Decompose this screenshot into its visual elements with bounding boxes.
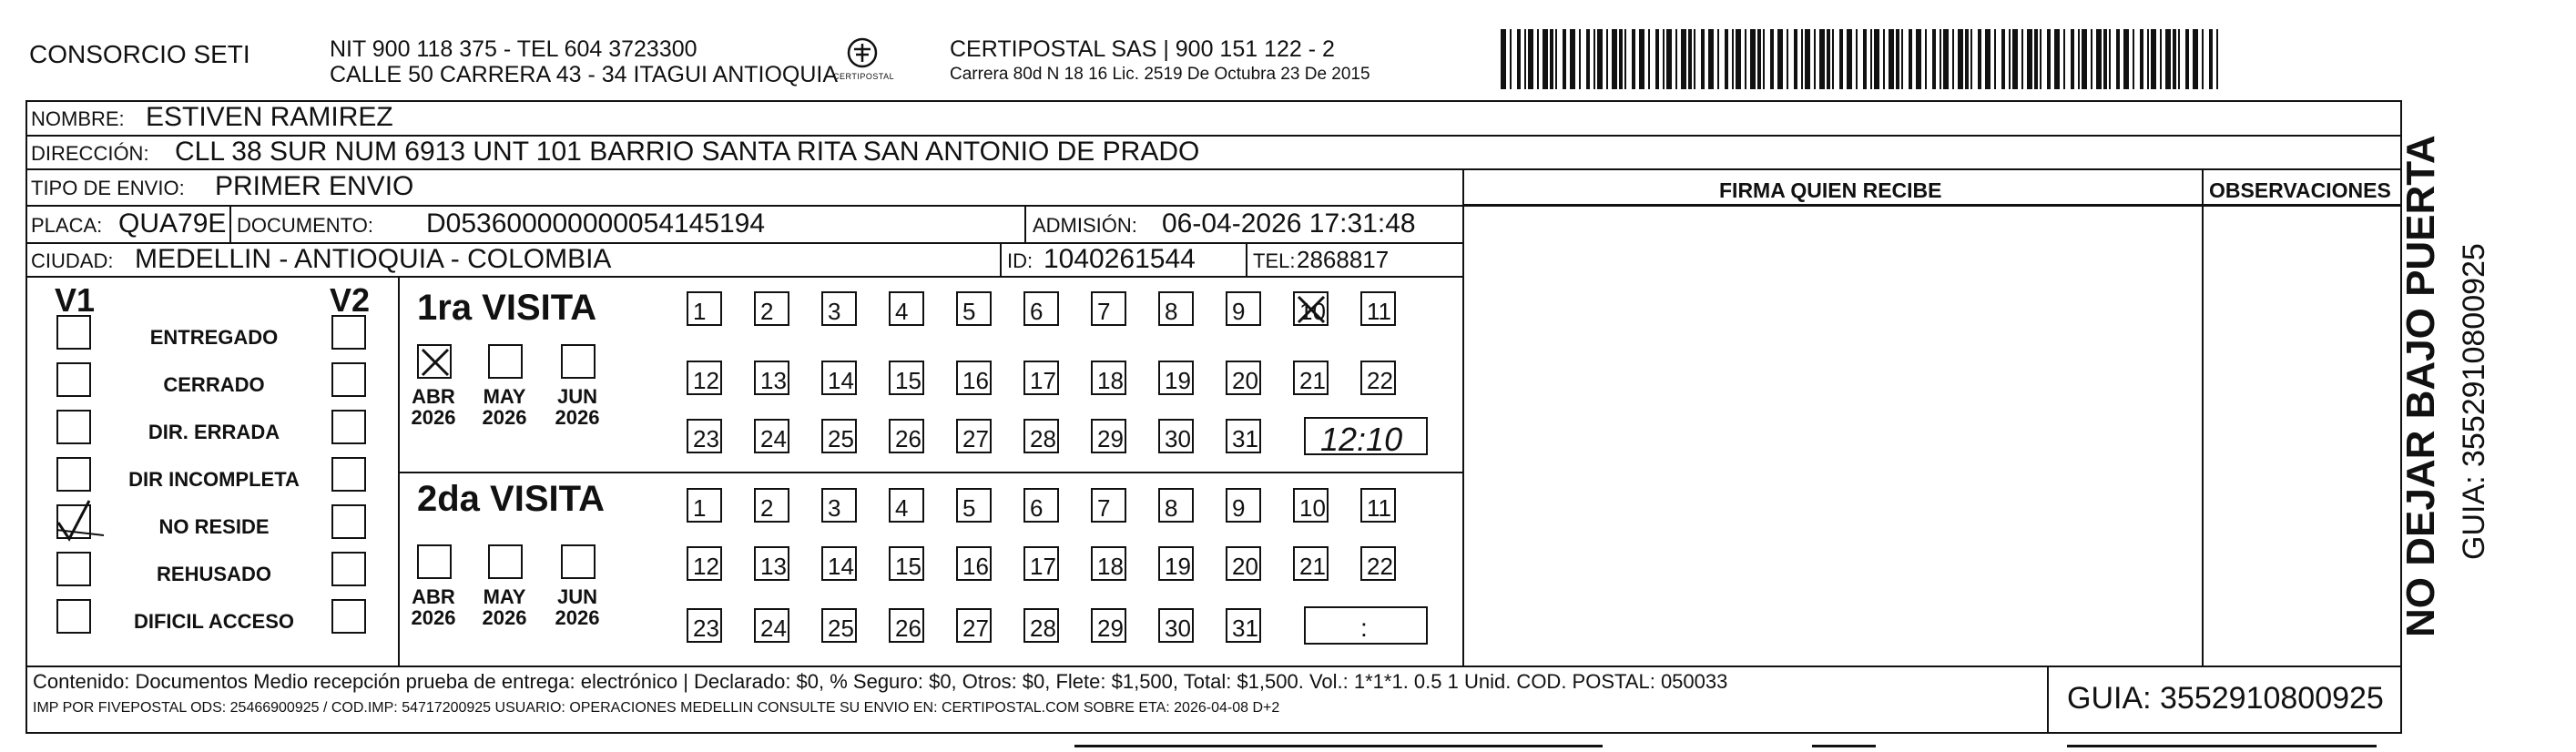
- certipostal-logo: CERTIPOSTAL: [830, 35, 894, 86]
- day-box[interactable]: 12: [687, 361, 722, 395]
- day-box[interactable]: 15: [889, 546, 924, 581]
- status-label: ENTREGADO: [149, 326, 279, 349]
- day-box[interactable]: 22: [1360, 546, 1396, 581]
- day-box[interactable]: 31: [1226, 419, 1261, 453]
- observations-header: OBSERVACIONES: [2209, 178, 2391, 202]
- second-visit-title: 2da VISITA: [417, 479, 605, 519]
- v2-checkbox[interactable]: [331, 410, 366, 444]
- footer-guia: GUIA: 3552910800925: [2067, 681, 2384, 716]
- month-checkbox[interactable]: [488, 544, 523, 579]
- month-checkbox[interactable]: [561, 544, 596, 579]
- no-under-door-warning: NO DEJAR BAJO PUERTA: [2398, 135, 2443, 637]
- v1-label: V1: [55, 281, 96, 319]
- day-box[interactable]: 4: [889, 291, 924, 326]
- day-box[interactable]: 31: [1226, 608, 1261, 643]
- day-box[interactable]: 10: [1293, 291, 1329, 326]
- day-box[interactable]: 5: [956, 291, 992, 326]
- status-label: CERRADO: [163, 373, 265, 396]
- day-box[interactable]: 16: [956, 361, 992, 395]
- day-box[interactable]: 15: [889, 361, 924, 395]
- day-box[interactable]: 8: [1158, 291, 1194, 326]
- month-checkbox[interactable]: [488, 344, 523, 379]
- month-label: MAY 2026: [482, 585, 527, 630]
- month-checkbox[interactable]: [561, 344, 596, 379]
- month-label: ABR 2026: [411, 585, 456, 630]
- day-box[interactable]: 17: [1023, 546, 1059, 581]
- v2-checkbox[interactable]: [331, 552, 366, 586]
- day-box[interactable]: 30: [1158, 419, 1194, 453]
- v2-checkbox[interactable]: [331, 599, 366, 634]
- day-box[interactable]: 14: [821, 546, 857, 581]
- address-line: CALLE 50 CARRERA 43 - 34 ITAGUI ANTIOQUIA: [330, 62, 839, 87]
- v1-checkbox[interactable]: [56, 552, 91, 586]
- day-box[interactable]: 20: [1226, 546, 1261, 581]
- barcode: [1501, 29, 2227, 89]
- day-box[interactable]: 8: [1158, 488, 1194, 523]
- day-box[interactable]: 3: [821, 291, 857, 326]
- shipment-type-value: PRIMER ENVIO: [215, 171, 414, 201]
- day-box[interactable]: 11: [1360, 291, 1396, 326]
- month-label: ABR 2026: [411, 385, 456, 430]
- id-label: ID:: [1007, 249, 1033, 272]
- month-label: MAY 2026: [482, 385, 527, 430]
- tel-value: 2868817: [1297, 246, 1390, 273]
- address-label: DIRECCIÓN:: [31, 142, 149, 165]
- day-box[interactable]: 19: [1158, 361, 1194, 395]
- id-value: 1040261544: [1044, 244, 1196, 274]
- v2-checkbox[interactable]: [331, 315, 366, 350]
- status-label: DIR. ERRADA: [148, 421, 280, 443]
- day-box[interactable]: 28: [1023, 608, 1059, 643]
- day-box[interactable]: 2: [754, 488, 789, 523]
- v2-checkbox[interactable]: [331, 362, 366, 397]
- day-box[interactable]: 19: [1158, 546, 1194, 581]
- admission-label: ADMISIÓN:: [1033, 214, 1137, 237]
- month-checkbox[interactable]: [417, 544, 452, 579]
- day-box[interactable]: 3: [821, 488, 857, 523]
- day-box[interactable]: 17: [1023, 361, 1059, 395]
- day-box[interactable]: 21: [1293, 361, 1329, 395]
- day-box[interactable]: 25: [821, 608, 857, 643]
- day-box[interactable]: 29: [1091, 419, 1126, 453]
- city-label: CIUDAD:: [31, 249, 114, 272]
- status-label: DIFICIL ACCESO: [133, 610, 294, 633]
- v1-checkbox[interactable]: [56, 362, 91, 397]
- company-name: CONSORCIO SETI: [29, 40, 250, 68]
- day-box[interactable]: 28: [1023, 419, 1059, 453]
- v2-label: V2: [330, 281, 371, 319]
- day-box[interactable]: 20: [1226, 361, 1261, 395]
- day-box[interactable]: 22: [1360, 361, 1396, 395]
- day-box[interactable]: 23: [687, 419, 722, 453]
- day-box[interactable]: 10: [1293, 488, 1329, 523]
- v2-checkbox[interactable]: [331, 504, 366, 539]
- plate-value: QUA79E: [118, 208, 227, 239]
- month-checkbox[interactable]: [417, 344, 452, 379]
- day-box[interactable]: 24: [754, 608, 789, 643]
- day-box[interactable]: 25: [821, 419, 857, 453]
- name-label: NOMBRE:: [31, 107, 125, 130]
- day-box[interactable]: 1: [687, 488, 722, 523]
- status-label: DIR INCOMPLETA: [128, 468, 300, 491]
- v1-checkbox[interactable]: [56, 457, 91, 492]
- day-box[interactable]: 16: [956, 546, 992, 581]
- month-label: JUN 2026: [555, 585, 600, 630]
- first-visit-time[interactable]: 12:10: [1304, 417, 1428, 455]
- day-box[interactable]: 9: [1226, 291, 1261, 326]
- v2-checkbox[interactable]: [331, 457, 366, 492]
- day-box[interactable]: 11: [1360, 488, 1396, 523]
- month-label: JUN 2026: [555, 385, 600, 430]
- v1-checkbox[interactable]: [56, 504, 91, 539]
- day-box[interactable]: 13: [754, 546, 789, 581]
- admission-value: 06-04-2026 17:31:48: [1162, 208, 1416, 239]
- document-label: DOCUMENTO:: [237, 214, 373, 237]
- first-visit-title: 1ra VISITA: [417, 288, 597, 328]
- status-label: NO RESIDE: [158, 515, 270, 538]
- plate-label: PLACA:: [31, 214, 103, 237]
- day-box[interactable]: 5: [956, 488, 992, 523]
- day-box[interactable]: 6: [1023, 488, 1059, 523]
- license-line: Carrera 80d N 18 16 Lic. 2519 De Octubra 23 De 2015: [950, 65, 1370, 84]
- day-box[interactable]: 4: [889, 488, 924, 523]
- day-box[interactable]: 24: [754, 419, 789, 453]
- side-guia: GUIA: 3552910800925: [2457, 243, 2491, 560]
- day-box[interactable]: 21: [1293, 546, 1329, 581]
- day-box[interactable]: 7: [1091, 291, 1126, 326]
- city-value: MEDELLIN - ANTIOQUIA - COLOMBIA: [135, 244, 612, 274]
- imp-line: IMP POR FIVEPOSTAL ODS: 25466900925 / COD.IMP: 54717200925 USUARIO: OPERACIONES MEDELLIN CONSULTE SU ENVIO EN: CERTIPOSTAL.COM SOBRE ETA: 2026-04-08 D+2: [33, 700, 1280, 716]
- address-value: CLL 38 SUR NUM 6913 UNT 101 BARRIO SANTA RITA SAN ANTONIO DE PRADO: [175, 137, 1200, 167]
- day-box[interactable]: 18: [1091, 546, 1126, 581]
- day-box[interactable]: 6: [1023, 291, 1059, 326]
- day-box[interactable]: 7: [1091, 488, 1126, 523]
- nit-line: NIT 900 118 375 - TEL 604 3723300: [330, 36, 697, 62]
- shipment-type-label: TIPO DE ENVIO:: [31, 177, 185, 199]
- day-box[interactable]: 29: [1091, 608, 1126, 643]
- day-box[interactable]: 30: [1158, 608, 1194, 643]
- day-box[interactable]: 12: [687, 546, 722, 581]
- day-box[interactable]: 27: [956, 608, 992, 643]
- day-box[interactable]: 9: [1226, 488, 1261, 523]
- status-label: REHUSADO: [157, 563, 271, 585]
- v1-checkbox[interactable]: [56, 410, 91, 444]
- day-box[interactable]: 26: [889, 608, 924, 643]
- signature-header: FIRMA QUIEN RECIBE: [1719, 178, 1942, 202]
- day-box[interactable]: 27: [956, 419, 992, 453]
- day-box[interactable]: 14: [821, 361, 857, 395]
- day-box[interactable]: 1: [687, 291, 722, 326]
- name-value: ESTIVEN RAMIREZ: [146, 102, 393, 132]
- document-value: D053600000000054145194: [426, 208, 766, 239]
- day-box[interactable]: 2: [754, 291, 789, 326]
- content-line: Contenido: Documentos Medio recepción prueba de entrega: electrónico | Declarado: $0, % Seguro: $0, Otros: $0, Flete: $1,500, Total: $1,500. Vol.: 1*1*1. 0.5 1 Unid. COD. POSTAL: 050033: [33, 670, 1728, 693]
- day-box[interactable]: 13: [754, 361, 789, 395]
- second-visit-time[interactable]: :: [1304, 606, 1428, 645]
- day-box[interactable]: 18: [1091, 361, 1126, 395]
- v1-checkbox[interactable]: [56, 315, 91, 350]
- tel-label: TEL:: [1253, 249, 1296, 272]
- v1-checkbox[interactable]: [56, 599, 91, 634]
- certipostal-line: CERTIPOSTAL SAS | 900 151 122 - 2: [950, 36, 1335, 62]
- day-box[interactable]: 23: [687, 608, 722, 643]
- day-box[interactable]: 26: [889, 419, 924, 453]
